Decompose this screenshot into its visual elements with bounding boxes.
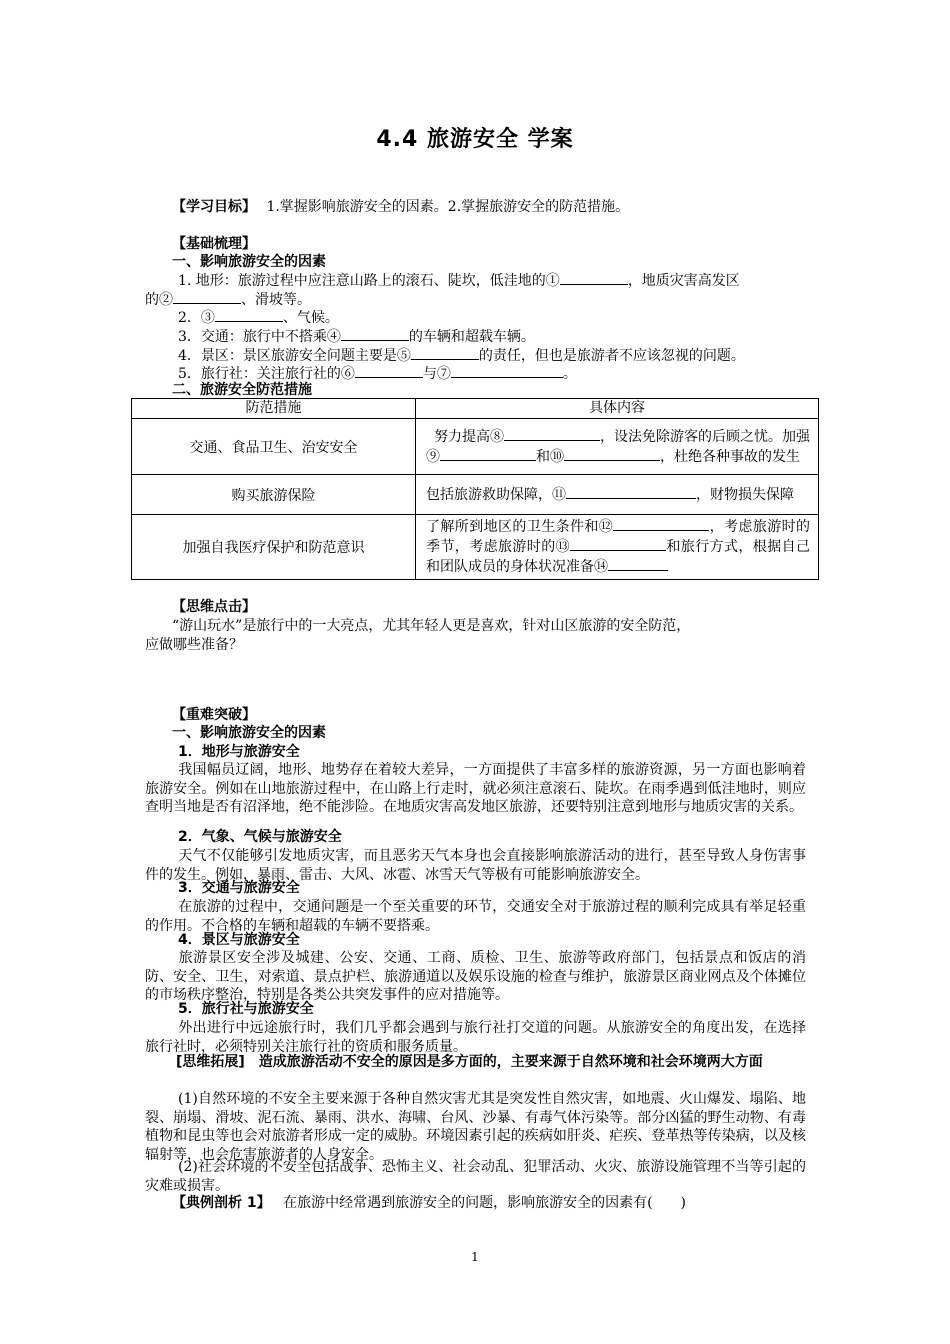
answer-blank-14[interactable] xyxy=(608,557,668,571)
basics-item-1-text-a: 1. 地形：旅游过程中应注意山路上的滚石、陡坎，低洼地的① xyxy=(178,273,560,289)
key-subheading-5: 5．旅行社与旅游安全 xyxy=(178,1001,314,1017)
key-paragraph-3-text: 在旅游的过程中，交通问题是一个至关重要的环节，交通安全对于旅游过程的顺利完成具有举足轻重的作用。不合格的车辆和超载的车辆不要搭乘。 xyxy=(145,899,806,934)
basics-item-3 xyxy=(178,327,535,347)
basics-item-2-text-a: 2．③ xyxy=(178,310,215,326)
basics-item-2 xyxy=(178,308,339,328)
key-subheading-1: 1．地形与旅游安全 xyxy=(178,744,300,760)
example-1-label: 【典例剖析 1】 xyxy=(172,1195,271,1211)
answer-blank-2[interactable] xyxy=(173,290,241,304)
answer-blank-11[interactable] xyxy=(566,485,696,499)
basics-item-5-text-b: 与⑦ xyxy=(422,366,451,382)
key-paragraph-5 xyxy=(145,1019,806,1056)
extension-note-2 xyxy=(145,1158,806,1195)
basics-item-5-text-c: 。 xyxy=(562,366,577,382)
extension-note-2-text: (2)社会环境的不安全包括战争、恐怖主义、社会动乱、犯罪活动、火灾、旅游设施管理不当等引起的灾难或损害。 xyxy=(145,1159,806,1194)
basics-label: 【基础梳理】 xyxy=(172,236,256,252)
answer-blank-1[interactable] xyxy=(560,271,628,285)
basics-item-3-text-a: 3．交通：旅行中不搭乘④ xyxy=(178,329,341,345)
basics-item-4-text-a: 4．景区：景区旅游安全问题主要是⑤ xyxy=(178,348,411,364)
extension-note-1 xyxy=(145,1090,806,1164)
table-row xyxy=(132,475,819,515)
answer-blank-7[interactable] xyxy=(451,364,563,378)
extension-note-1-text: (1)自然环境的不安全主要来源于各种自然灾害尤其是突发性自然灾害，如地震、火山爆发、塌陷、地裂、崩塌、滑坡、泥石流、暴雨、洪水、海啸、台风、沙暴、有毒气体污染等。部分凶猛的野生动物、有毒植物和昆虫等也会对旅游者形成一定的威胁。环境因素引起的疾病如肝炎、疟疾、登革热等传染病，以及核辐射等，也会危害旅游者的人身安全。 xyxy=(145,1091,806,1163)
basics-item-4 xyxy=(178,346,745,366)
table-r3-text-a: 了解所到地区的卫生条件和⑫ xyxy=(426,519,614,535)
answer-blank-4[interactable] xyxy=(341,327,409,341)
learning-goal xyxy=(172,198,629,217)
key-subheading-4: 4．景区与旅游安全 xyxy=(178,932,300,948)
table-cell-measure: 加强自我医疗保护和防范意识 xyxy=(132,515,416,580)
answer-blank-10[interactable] xyxy=(564,447,660,461)
table-r2-text-a: 包括旅游救助保障，⑪ xyxy=(426,486,566,503)
key-subheading-3: 3．交通与旅游安全 xyxy=(178,880,300,896)
page-number: 1 xyxy=(471,1250,479,1264)
table-r1-text-b: ，设法免除游客的后顾之忧。加强⑨ xyxy=(426,428,810,465)
key-paragraph-2-text: 天气不仅能够引发地质灾害，而且恶劣天气本身也会直接影响旅游活动的进行，甚至导致人身伤害事件的发生。例如，暴雨、雷击、大风、冰雹、冰雪天气等极有可能影响旅游安全。 xyxy=(145,848,806,883)
table-r1-text-c: 和⑩ xyxy=(536,448,564,465)
basics-heading-2: 二、旅游安全防范措施 xyxy=(172,382,312,398)
key-paragraph-4-text: 旅游景区安全涉及城建、公安、交通、工商、质检、卫生、旅游等政府部门，包括景点和饭店的消防、安全、卫生，对索道、景点护栏、旅游通道以及娱乐设施的检查与维护，旅游景区商业网点及个体摊位的市场秩序整治，特别是各类公共突发事件的应对措施等。 xyxy=(145,950,806,1004)
table-cell-content xyxy=(416,475,819,515)
page-title: 4.4 旅游安全 学案 xyxy=(376,127,574,152)
table-header-content: 具体内容 xyxy=(416,399,819,419)
think-question-line-2: 应做哪些准备？ xyxy=(145,637,243,653)
table-r3-text-b: ，考虑旅游时的季节，考虑旅游时的⑬ xyxy=(426,519,811,555)
key-paragraph-3 xyxy=(145,898,806,935)
basics-item-1-text-b: ，地质灾害高发区 xyxy=(627,273,740,289)
table-cell-content xyxy=(416,515,819,580)
measures-table xyxy=(131,398,819,580)
key-subheading-2: 2．气象、气候与旅游安全 xyxy=(178,829,342,845)
example-1 xyxy=(172,1194,686,1213)
basics-item-2-text-b: 、气候。 xyxy=(282,310,339,326)
basics-item-1-cont xyxy=(145,290,311,310)
table-header-measure: 防范措施 xyxy=(132,399,416,419)
basics-item-1-text-c: 的② xyxy=(145,292,173,308)
table-header-row xyxy=(132,399,819,419)
key-paragraph-4 xyxy=(145,949,806,1005)
table-cell-content xyxy=(416,419,819,475)
key-paragraph-1 xyxy=(145,761,806,817)
key-label: 【重难突破】 xyxy=(172,707,256,723)
think-label: 【思维点击】 xyxy=(172,599,256,615)
table-r3-text-c: 和旅行方式，根据自己和团队成员的身体状况准备⑭ xyxy=(426,539,810,575)
table-row xyxy=(132,515,819,580)
table-r1-text-a: 努力提高⑧ xyxy=(434,428,504,445)
basics-heading-1: 一、影响旅游安全的因素 xyxy=(172,254,326,270)
table-r1-text-d: ，杜绝各种事故的发生 xyxy=(660,448,800,465)
table-r2-text-b: ，财物损失保障 xyxy=(696,486,794,503)
key-heading-1: 一、影响旅游安全的因素 xyxy=(172,725,326,741)
answer-blank-12[interactable] xyxy=(613,517,709,531)
learning-goal-text: 1.掌握影响旅游安全的因素。2.掌握旅游安全的防范措施。 xyxy=(266,199,630,215)
table-cell-measure: 购买旅游保险 xyxy=(132,475,416,515)
extension-label: [思维拓展] xyxy=(176,1054,245,1070)
answer-blank-8[interactable] xyxy=(504,427,600,441)
basics-item-4-text-b: 的责任，但也是旅游者不应该忽视的问题。 xyxy=(478,348,745,364)
basics-item-1-text-d: 、滑坡等。 xyxy=(241,292,311,308)
basics-item-3-text-b: 的车辆和超载车辆。 xyxy=(408,329,535,345)
table-row xyxy=(132,419,819,475)
basics-item-5-text-a: 5．旅行社：关注旅行社的⑥ xyxy=(178,366,355,382)
key-paragraph-5-text: 外出进行中远途旅行时，我们几乎都会遇到与旅行社打交道的问题。从旅游安全的角度出发，在选择旅行社时，必须特别关注旅行社的资质和服务质量。 xyxy=(145,1020,806,1055)
key-paragraph-1-text: 我国幅员辽阔，地形、地势存在着较大差异，一方面提供了丰富多样的旅游资源，另一方面也影响着旅游安全。例如在山地旅游过程中，在山路上行走时，就必须注意滚石、陡坎。在雨季遇到低洼地时，则应查明当地是否有沼泽地，绝不能涉险。在地质灾害高发地区旅游，还要特别注意到地形与地质灾害的关系。 xyxy=(145,762,806,816)
learning-goal-label: 【学习目标】 xyxy=(172,199,256,215)
answer-blank-13[interactable] xyxy=(570,537,666,551)
answer-blank-6[interactable] xyxy=(355,364,423,378)
answer-blank-3[interactable] xyxy=(215,308,283,322)
table-cell-measure: 交通、食品卫生、治安安全 xyxy=(132,419,416,475)
extension-text: 造成旅游活动不安全的原因是多方面的，主要来源于自然环境和社会环境两大方面 xyxy=(258,1054,763,1070)
answer-blank-5[interactable] xyxy=(411,346,479,360)
answer-blank-9[interactable] xyxy=(440,447,536,461)
basics-item-1 xyxy=(178,271,740,291)
think-question-line-1: “游山玩水”是旅行中的一大亮点，尤其年轻人更是喜欢，针对山区旅游的安全防范， xyxy=(172,618,691,634)
extension-block xyxy=(145,1053,806,1072)
example-1-text: 在旅游中经常遇到旅游安全的问题，影响旅游安全的因素有( ) xyxy=(283,1195,687,1211)
